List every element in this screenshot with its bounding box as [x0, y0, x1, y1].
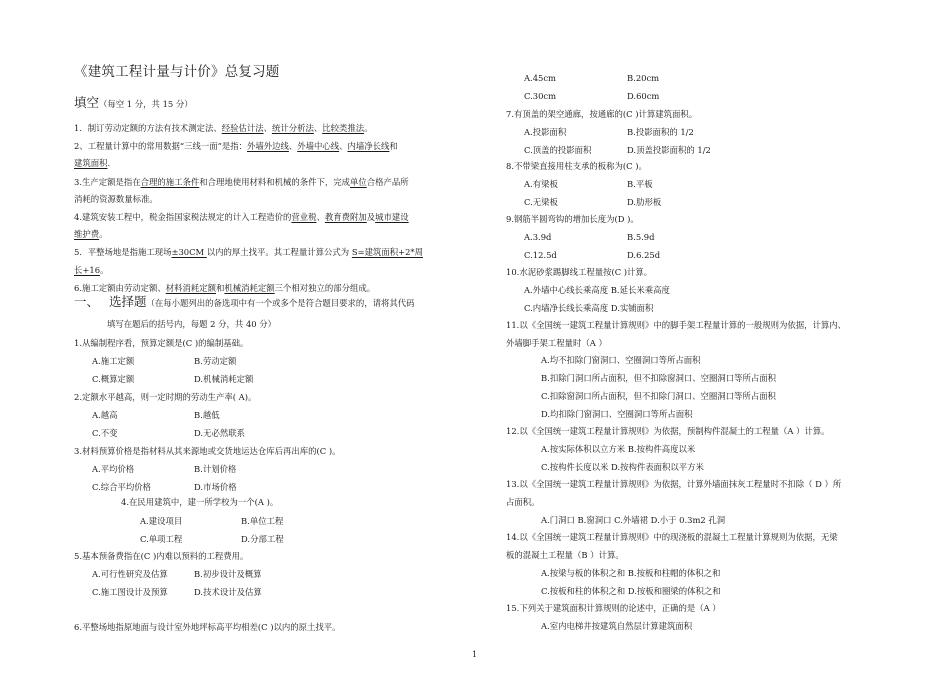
answer: ±30CM — [171, 247, 207, 257]
fill-note: （每空 1 分，共 15 分） — [99, 99, 193, 109]
choice-q12: 12.以《全国统一建筑工程量计算规则》为依据，预制构件混凝土的工程量（A ）计算。 — [506, 426, 830, 436]
option: C.扣除窗洞口所占面积，但不扣除门洞口、空圈洞口等所占面积 — [541, 391, 776, 401]
answer: 经验估计法 — [221, 123, 264, 133]
answer: 城市建设 — [375, 212, 409, 222]
option: C.概算定额 — [92, 374, 135, 384]
choice-q15: 15.下列关于建筑面积计算规则的论述中，正确的是（A ） — [506, 603, 721, 613]
option: D.分部工程 — [241, 534, 284, 544]
choice-section-heading — [74, 296, 415, 309]
option: C.按构件长度以米 D.按构件表面积以平方米 — [541, 462, 704, 472]
choice-note-cont: 填写在题后的括号内，每题 2 分，共 40 分） — [107, 319, 277, 329]
option: C.按板和柱的体积之和 D.按板和圈梁的体积之和 — [541, 586, 721, 596]
choice-note: （在每小题列出的备选项中有一个或多个是符合题目要求的，请将其代码 — [146, 298, 415, 308]
option: C.单项工程 — [140, 534, 183, 544]
answer: 单位 — [350, 177, 367, 187]
fill-q2: 2、工程量计算中的常用数据“三线一面”是指：外墙外边线、外墙中心线、内墙净长线和 — [74, 141, 398, 151]
choice-q10: 10.水泥砂浆踢脚线工程量按(C )计算。 — [506, 267, 653, 277]
answer: 教育费附加 — [324, 212, 367, 222]
answer: 统计分析法 — [271, 123, 314, 133]
answer: 比较类推法 — [322, 123, 365, 133]
option: D.技术设计及估算 — [194, 587, 262, 597]
fill-q2-cont: 建筑面积. — [74, 158, 111, 168]
option: B.单位工程 — [241, 516, 284, 526]
fill-q3: 3.生产定额是指在合理的施工条件和合理地使用材料和机械的条件下，完成单位合格产品所 — [74, 177, 409, 187]
option: B.投影面积的 1/2 — [627, 127, 694, 137]
option: A.45cm — [524, 73, 556, 83]
option: A.越高 — [92, 410, 118, 420]
choice-q2: 2.定额水平越高，则一定时期的劳动生产率( A)。 — [74, 392, 257, 402]
option: B.越低 — [194, 410, 220, 420]
option: A.有梁板 — [524, 179, 558, 189]
option: B.5.9d — [627, 232, 655, 242]
fill-q4-cont: 维护费。 — [74, 229, 108, 239]
option: A.建设项目 — [140, 516, 183, 526]
option: C.顶盖的投影面积 — [524, 145, 592, 155]
page-number: 1 — [472, 650, 478, 659]
choice-q8: 8.不带梁直接用柱支承的板称为(C )。 — [506, 161, 647, 171]
answer: 营业税 — [291, 212, 317, 222]
option: D.机械消耗定额 — [194, 374, 254, 384]
option: A.投影面积 — [524, 127, 567, 137]
option: D.6.25d — [627, 250, 661, 260]
option: B.平板 — [627, 179, 653, 189]
option: D.无必然联系 — [194, 428, 245, 438]
choice-heading: 选择题 — [109, 294, 147, 309]
answer: 材料消耗定额 — [165, 283, 216, 293]
option: D.均扣除门窗洞口、空圈洞口等所占面积 — [541, 409, 693, 419]
fill-q1: 1．制订劳动定额的方法有技术测定法、经验估计法、统计分析法、比较类推法。 — [74, 123, 373, 133]
option: A.门洞口 B.窗洞口 C.外墙裙 D.小于 0.3m2 孔洞 — [541, 515, 726, 525]
option: A.施工定额 — [92, 356, 135, 366]
option: B.计划价格 — [194, 464, 237, 474]
choice-q3: 3.材料预算价格是指材料从其来源地或交货地运达仓库后再出库的(C )。 — [74, 446, 341, 456]
fill-q5-cont: 长+16。 — [74, 265, 109, 275]
option: B.初步设计及概算 — [194, 569, 262, 579]
choice-q7: 7.有顶盖的架空通廊，按通廊的(C )计算建筑面积。 — [506, 109, 698, 119]
option: A.可行性研究及估算 — [92, 569, 168, 579]
choice-q11-cont: 外墙脚手架工程量时（A ） — [506, 338, 607, 348]
choice-q11: 11.以《全国统一建筑工程量计算规则》中的脚手架工程量计算的一般规则为依据，计算内、 — [506, 320, 846, 330]
fill-q6: 6.施工定额由劳动定额、材料消耗定额和机械消耗定额三个相对独立的部分组成。 — [74, 283, 376, 293]
option: D.顶盖投影面积的 1/2 — [627, 145, 711, 155]
choice-q14: 14.以《全国统一建筑工程量计算规则》中的现浇板的混凝土工程量计算规则为依据，无梁 — [506, 532, 838, 542]
answer: 建筑面积 — [74, 158, 108, 168]
answer: 机械消耗定额 — [224, 283, 275, 293]
answer: S=建筑面积+2*周 — [351, 247, 423, 257]
option: D.市场价格 — [194, 482, 237, 492]
choice-q13: 13.以《全国统一建筑工程量计算规则》为依据，计算外墙面抹灰工程量时不扣除（ D ）所 — [506, 479, 842, 489]
option: C.施工图设计及预算 — [92, 587, 168, 597]
option: A.3.9d — [524, 232, 552, 242]
choice-q14-cont: 板的混凝土工程量（B ）计算。 — [506, 550, 624, 560]
option: C.无梁板 — [524, 197, 558, 207]
fill-heading: 填空 — [74, 95, 100, 110]
choice-q1: 1.从编制程序看，预算定额是(C )的编制基础。 — [74, 338, 249, 348]
fill-q3-cont: 消耗的资源数量标准。 — [74, 194, 158, 204]
option: B.扣除门洞口所占面积，但不扣除窗洞口、空圈洞口等所占面积 — [541, 373, 776, 383]
choice-q9: 9.钢筋半圆弯钩的增加长度为(D )。 — [506, 214, 639, 224]
choice-q4: 4.在民用建筑中，建一所学校为一个(A )。 — [121, 497, 279, 507]
choice-q13-cont: 占面积。 — [506, 497, 540, 507]
answer: 合理的施工条件 — [140, 177, 200, 187]
option: A.外墙中心线长乘高度 B.延长米乘高度 — [524, 285, 670, 295]
answer: 外墙外边线 — [247, 141, 289, 151]
fill-q5: 5．平整场地是指施工现场±30CM 以内的厚土找平。其工程量计算公式为 S=建筑面积+2*周 — [74, 247, 423, 257]
option: C.综合平均价格 — [92, 482, 152, 492]
answer: 内墙净长线 — [347, 141, 390, 151]
choice-q6: 6.平整场地指原地面与设计室外地坪标高平均相差(C )以内的原土找平。 — [74, 622, 341, 632]
choice-num: 一、 — [74, 294, 100, 309]
option: B.劳动定额 — [194, 356, 237, 366]
option: A.室内电梯井按建筑自然层计算建筑面积 — [541, 621, 693, 631]
fill-q4: 4.建筑安装工程中，税金指国家税法规定的计入工程造价的营业税、教育费附加及城市建设 — [74, 212, 409, 222]
option: D.60cm — [627, 91, 660, 101]
answer: 外墙中心线 — [297, 141, 340, 151]
option: C.12.5d — [524, 250, 557, 260]
option: C.30cm — [524, 91, 557, 101]
option: C.不变 — [92, 428, 118, 438]
option: A.均不扣除门窗洞口、空圈洞口等所占面积 — [541, 355, 701, 365]
option: A.平均价格 — [92, 464, 135, 474]
choice-q5: 5.基本预备费指在(C )内难以预料的工程费用。 — [74, 551, 249, 561]
option: D.肋形板 — [627, 197, 662, 207]
option: A.按实际体积以立方米 B.按构件高度以米 — [541, 444, 696, 454]
option: B.20cm — [627, 73, 660, 83]
answer: 维护费 — [74, 229, 100, 239]
option: C.内墙净长线长乘高度 D.实铺面积 — [524, 303, 654, 313]
document-title: 《建筑工程计量与计价》总复习题 — [74, 64, 280, 80]
fill-section-heading — [74, 97, 193, 110]
option: A.按梁与板的体积之和 B.按板和柱帽的体积之和 — [541, 568, 721, 578]
answer: 长+16 — [74, 265, 101, 275]
